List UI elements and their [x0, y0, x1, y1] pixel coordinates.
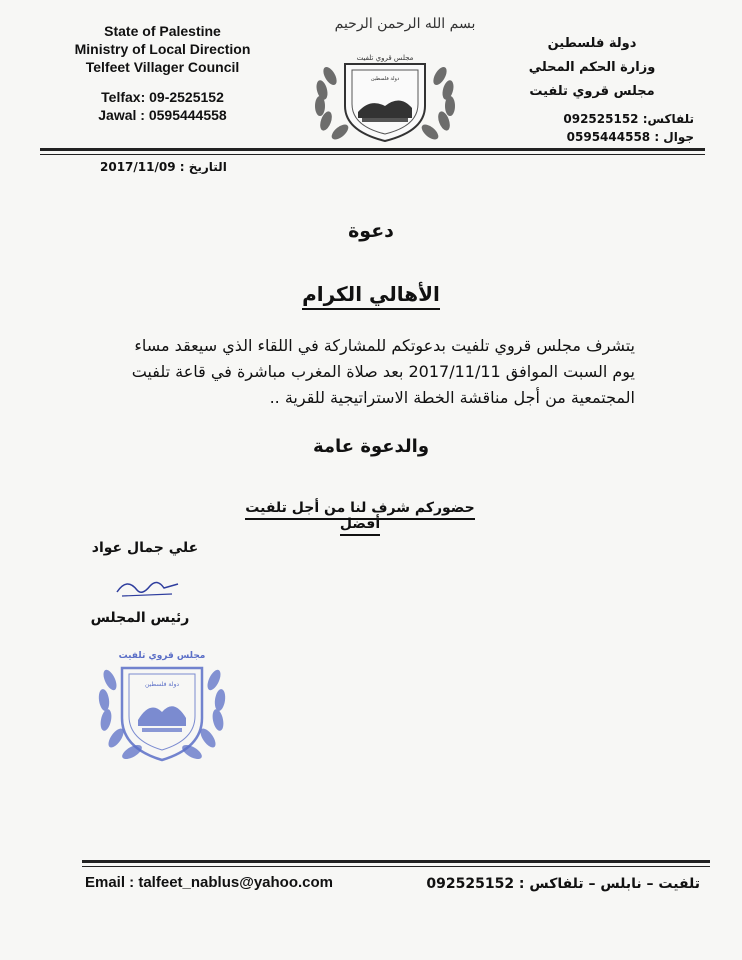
stamp-inner-text: دولة فلسطين — [144, 681, 180, 688]
honor-line — [230, 500, 490, 532]
basmala: بسم الله الرحمن الرحيم — [334, 16, 476, 32]
body-line-1: يتشرف مجلس قروي تلفيت بدعوتكم للمشاركة في اللقاء الذي سيعقد مساء — [134, 336, 635, 355]
letter-subtitle-text: الأهالي الكرام — [302, 282, 440, 310]
footer-divider-thin — [82, 866, 710, 867]
header-arabic — [482, 32, 702, 146]
general-invitation: والدعوة عامة — [312, 436, 430, 457]
letter-title: دعوة — [348, 220, 394, 242]
council-emblem-icon — [300, 46, 470, 144]
header-ar-state: دولة فلسطين — [547, 36, 637, 51]
header-divider — [40, 148, 705, 151]
header-en-state: State of Palestine — [104, 23, 221, 39]
footer-divider — [82, 860, 710, 863]
header-en-ministry: Ministry of Local Direction — [74, 41, 251, 57]
body-line-2: يوم السبت الموافق 2017/11/11 بعد صلاة المغرب مباشرة في قاعة تلفيت — [131, 362, 635, 381]
footer-address: تلفيت – نابلس – تلفاكس : 092525152 — [426, 876, 700, 892]
honor-line-text: حضوركم شرف لنا من أجل تلفيت أفضل — [245, 500, 474, 536]
stamp-arc-text: مجلس قروي تلفيت — [118, 651, 206, 661]
letter-body — [100, 333, 635, 411]
letter-date: التاريخ : 2017/11/09 — [100, 160, 227, 174]
header-en-jawal: Jawal : 0595444558 — [98, 107, 227, 123]
council-stamp-icon — [92, 640, 232, 770]
header-en-telfax: Telfax: 09-2525152 — [101, 89, 224, 105]
letter-subtitle — [0, 282, 742, 306]
header-english — [55, 22, 270, 124]
header-divider-thin — [40, 154, 705, 155]
signature-icon — [112, 572, 182, 602]
header-ar-mobile: جوال : 0595444558 — [566, 130, 694, 144]
signer-name: علي جمال عواد — [91, 540, 199, 556]
signer-title: رئيس المجلس — [90, 610, 190, 626]
header-en-council: Telfeet Villager Council — [85, 59, 240, 75]
footer-email: Email : talfeet_nablus@yahoo.com — [85, 874, 334, 891]
body-line-3: المجتمعية من أجل مناقشة الخطة الاستراتيجية للقرية .. — [269, 388, 635, 407]
header-ar-council: مجلس قروي تلفيت — [529, 84, 655, 99]
emblem-arc-text: مجلس قروي تلفيت — [356, 54, 414, 62]
emblem-inner-text: دولة فلسطين — [370, 76, 400, 82]
header-ar-ministry: وزارة الحكم المحلي — [528, 60, 656, 75]
header-ar-fax: تلفاكس: 092525152 — [563, 112, 694, 126]
